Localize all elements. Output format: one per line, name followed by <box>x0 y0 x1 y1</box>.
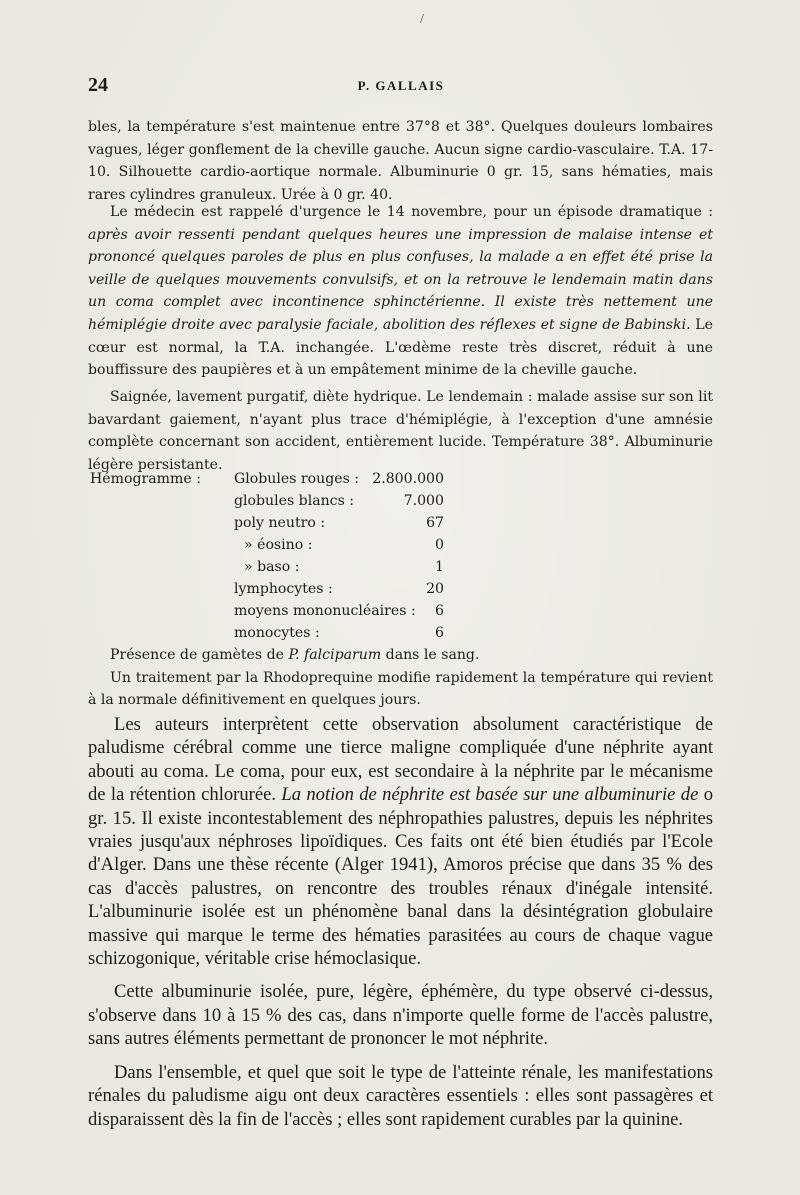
hemogram-row-name: Globules rouges : <box>234 471 360 487</box>
hemogram-row <box>234 581 474 603</box>
hemogram-row-value: 20 <box>426 581 444 597</box>
discussion-1-lead: Les auteurs interprètent cette observation absolument caractéristique de paludisme cérébral comme une tierce maligne compliquée d'une néphrite ayant abouti au coma. Le coma, pour eux, est secondaire à la néphrite par le mécanisme de la rétention chlorurée. <box>88 714 713 806</box>
hemogram-row-name: » éosino : <box>244 537 313 553</box>
hemogram-row <box>234 493 474 515</box>
discussion-paragraph-2: Cette albuminurie isolée, pure, légère, éphémère, du type observé ci-dessus, s'observe dans 10 à 15 % des cas, dans n'importe quelle forme de l'accès palustre, sans autres éléments permettant de prononcer le mot néphrite. <box>88 981 713 1050</box>
hemogram-row <box>234 537 474 559</box>
hemogram-row-value: 2.800.000 <box>372 471 444 487</box>
hemogram-row <box>234 471 474 493</box>
presence-species: P. falciparum <box>288 647 382 663</box>
treatment-line: Un traitement par la Rhodoprequine modifie rapidement la température qui revient à la normale définitivement en quelques jours. <box>88 669 713 709</box>
hemogram-row-name: poly neutro : <box>234 515 326 531</box>
page-header <box>88 74 714 98</box>
discussion-paragraph-3: Dans l'ensemble, et quel que soit le type de l'atteinte rénale, les manifestations rénales du paludisme aigu ont deux caractères essentiels : elles sont passagères et disparaissent dès la fin de l'accès ; elles sont rapidement curables par la quinine. <box>88 1061 713 1130</box>
hemogram-row-name: monocytes : <box>234 625 320 641</box>
page-number: 24 <box>88 74 108 96</box>
discussion-paragraph-1 <box>88 713 713 970</box>
case-paragraph-3 <box>88 386 713 476</box>
hemogram-row-value: 67 <box>426 515 444 531</box>
hemogram-row-value: 6 <box>435 625 444 641</box>
presence-lead: Présence de gamètes de <box>110 647 289 663</box>
hemogram-row-value: 1 <box>435 559 444 575</box>
presence-tail: dans le sang. <box>381 647 480 663</box>
hemogram-label: Hémogramme : <box>90 471 201 487</box>
top-margin-mark: / <box>420 12 424 27</box>
case-text-1: bles, la température s'est maintenue entre 37°8 et 38°. Quelques douleurs lombaires vagues, léger gonflement de la cheville gauche. Aucun signe cardio-vasculaire. T.A. 17-10. Silhouette cardio-aortique normale. Albuminurie 0 gr. 15, sans hématies, mais rares cylindres granuleux. Urée à 0 gr. 40. <box>88 119 713 203</box>
hemogram-row-value: 7.000 <box>403 493 444 509</box>
discussion-1-tail: o gr. 15. Il existe incontestablement des néphropathies palustres, depuis les néphrites vraies jusqu'aux néphroses lipoïdiques. Ces faits ont été bien étudiés par l'Ecole d'Alger. Dans une thèse récente (Alger 1941), Amoros précise que dans 35 % des cas d'accès palustres, on rencontre des troubles rénaux d'inégale intensité. L'albuminurie isolée est un phénomène banal dans la désintégration globulaire massive qui marque le terme des hématies parasitées au cours de chaque vague schizogonique, véritable crise hémoclasique. <box>88 784 714 970</box>
hemogram-row-value: 0 <box>435 537 444 553</box>
hemogram-row <box>234 515 474 537</box>
case-paragraph-4 <box>88 644 713 712</box>
case-text-2-tail: Le cœur est normal, la T.A. inchangée. L'œdème reste très discret, réduit à une bouffissure des paupières et à un empâtement minime de la cheville gauche. <box>88 316 713 379</box>
running-head: P. GALLAIS <box>357 78 445 93</box>
hemogram-row-value: 6 <box>435 603 444 619</box>
presence-line <box>88 644 713 667</box>
hemogram-row <box>234 559 474 581</box>
case-paragraph-1 <box>88 116 713 206</box>
hemogram-row-name: globules blancs : <box>234 493 355 509</box>
case-paragraph-2 <box>88 201 713 382</box>
case-text-2-italic: après avoir ressenti pendant quelques heures une impression de malaise intense et prononcé quelques paroles de plus en plus confuses, la malade a en effet été prise la veille de quelques mouvements convulsifs, et on la retrouve le lendemain matin dans un coma complet avec incontinence sphinctérienne. Il existe très nettement une hémiplégie droite avec paralysie faciale, abolition des réflexes et signe de Babinski. <box>88 226 713 333</box>
hemogram-row-name: » baso : <box>244 559 300 575</box>
discussion-1-italic: La notion de néphrite est basée sur une albuminurie de <box>281 784 699 806</box>
hemogram-row <box>234 603 474 625</box>
hemogram-row-name: moyens mononucléaires : <box>234 603 416 619</box>
hemogram-row-name: lymphocytes : <box>234 581 333 597</box>
discussion-section <box>88 713 713 1131</box>
case-text-2-lead: Le médecin est rappelé d'urgence le 14 novembre, pour un épisode dramatique : <box>110 204 713 220</box>
case-text-3: Saignée, lavement purgatif, diète hydrique. Le lendemain : malade assise sur son lit bavardant gaiement, n'ayant plus trace d'hémiplégie, à l'exception d'une amnésie complète concernant son accident, entièrement lucide. Température 38°. Albuminurie légère persistante. <box>88 389 713 473</box>
case-text-2 <box>88 201 713 382</box>
